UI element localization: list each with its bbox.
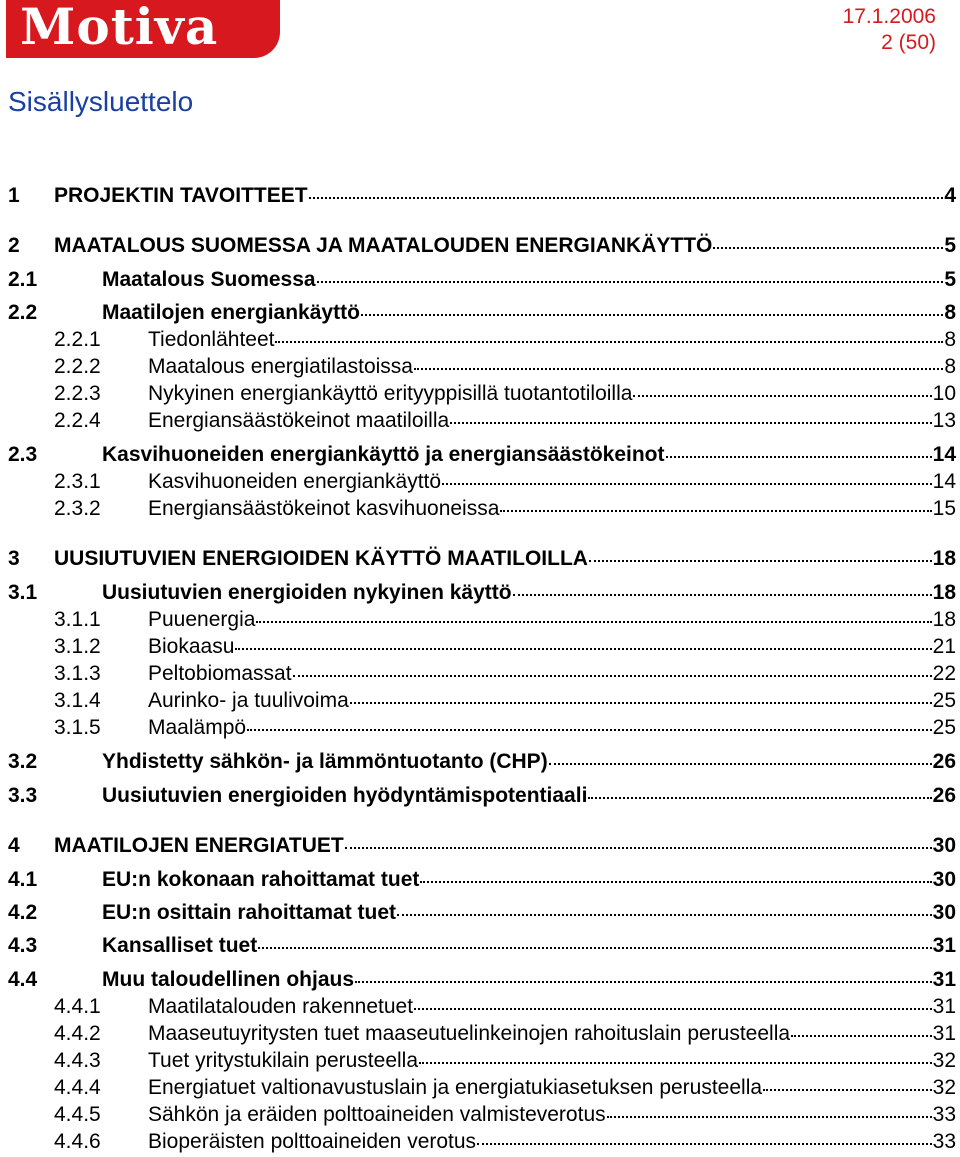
toc-dot-leader [397,899,932,919]
toc-dot-leader [713,232,943,252]
toc-entry[interactable] [8,326,956,353]
toc-entry-label: Kasvihuoneiden energiankäyttö [148,470,442,493]
toc-dot-leader [589,545,932,565]
toc-entry-page: 31 [932,995,956,1018]
toc-dot-leader [414,993,932,1013]
toc-entry-page: 31 [932,1022,956,1045]
toc-entry[interactable] [8,899,956,926]
toc-entry-number: 2.1 [8,268,38,291]
toc-entry[interactable] [8,660,956,687]
toc-entry[interactable] [8,1020,956,1047]
toc-entry-label: Energiatuet valtionavustuslain ja energiatukiasetuksen perusteella [148,1076,763,1099]
toc-dot-leader [350,687,932,707]
toc-dot-leader [414,353,943,373]
toc-entry-label: Maatalous energiatilastoissa [148,355,413,378]
toc-entry-label: Aurinko- ja tuulivoima [148,689,349,712]
toc-entry-page: 26 [932,750,956,773]
toc-dot-leader [317,266,944,286]
toc-entry-label: Kasvihuoneiden energiankäyttö ja energiansäästökeinot [102,443,665,466]
toc-entry-number: 2 [8,234,20,257]
toc-entry-label: Yhdistetty sähkön- ja lämmöntuotanto (CHP) [102,750,548,773]
toc-entry-label: EU:n kokonaan rahoittamat tuet [102,868,420,891]
toc-entry[interactable] [8,232,956,259]
toc-dot-leader [247,714,932,734]
toc-entry[interactable] [8,866,956,893]
toc-entry-label: UUSIUTUVIEN ENERGIOIDEN KÄYTTÖ MAATILOILLA [54,547,588,570]
toc-entry-label: Energiansäästökeinot kasvihuoneissa [148,497,500,520]
toc-entry-label: Bioperäisten polttoaineiden verotus [148,1130,477,1153]
toc-entry[interactable] [8,714,956,741]
toc-entry-page: 4 [944,184,956,207]
toc-entry-page: 14 [932,443,956,466]
toc-dot-leader [607,1101,932,1121]
toc-entry[interactable] [8,407,956,434]
toc-dot-leader [513,579,932,599]
toc-entry[interactable] [8,993,956,1020]
toc-entry-page: 14 [932,470,956,493]
toc-dot-leader [258,932,931,952]
toc-entry-page: 5 [944,268,956,291]
toc-dot-leader [588,782,931,802]
toc-entry-number: 4.2 [8,901,38,924]
toc-entry-number: 4.1 [8,868,38,891]
toc-entry[interactable] [8,182,956,209]
toc-entry-page: 18 [932,547,956,570]
toc-entry[interactable] [8,545,956,572]
toc-entry-label: MAATILOJEN ENERGIATUET [54,834,344,857]
toc-entry-page: 33 [932,1130,956,1153]
toc-entry[interactable] [8,1047,956,1074]
toc-entry-label: Maatalous Suomessa [102,268,316,291]
toc-entry-number: 3.2 [8,750,38,773]
toc-entry-page: 30 [932,901,956,924]
toc-entry[interactable] [8,441,956,468]
toc-entry-number: 3 [8,547,20,570]
toc-dot-leader [275,326,943,346]
toc-entry[interactable] [8,1074,956,1101]
toc-dot-leader [256,606,931,626]
toc-entry-number: 3.1.2 [54,635,101,658]
toc-entry-label: MAATALOUS SUOMESSA JA MAATALOUDEN ENERGIANKÄYTTÖ [54,234,713,257]
toc-entry-page: 8 [944,301,956,324]
toc-entry-number: 2.3 [8,443,38,466]
toc-entry[interactable] [8,1101,956,1128]
toc-entry-page: 31 [932,968,956,991]
toc-dot-leader [549,748,932,768]
toc-entry-label: EU:n osittain rahoittamat tuet [102,901,397,924]
page-counter: 2 (50) [881,31,936,54]
toc-entry-page: 8 [944,328,956,351]
toc-entry-number: 3.1.1 [54,608,101,631]
toc-entry-label: Maatilatalouden rakennetuet [148,995,414,1018]
toc-entry-number: 2.2.4 [54,409,101,432]
toc-dot-leader [293,660,932,680]
toc-entry-number: 4 [8,834,20,857]
toc-entry-label: Muu taloudellinen ohjaus [102,968,354,991]
toc-dot-leader [442,468,932,488]
page-header [0,0,960,70]
toc-entry-label: Uusiutuvien energioiden hyödyntämispotentiaali [102,784,588,807]
toc-entry[interactable] [8,687,956,714]
toc-entry-number: 2.2.3 [54,382,101,405]
toc-entry[interactable] [8,966,956,993]
toc-dot-leader [345,832,932,852]
toc-dot-leader [791,1020,932,1040]
toc-entry-label: Maatilojen energiankäyttö [102,301,360,324]
page-title: Sisällysluettelo [8,86,194,117]
toc-dot-leader [355,966,932,986]
motiva-logo [6,0,280,58]
toc-entry-label: Kansalliset tuet [102,934,258,957]
toc-entry-label: Energiansäästökeinot maatiloilla [148,409,450,432]
toc-dot-leader [633,380,931,400]
toc-entry-number: 2.3.2 [54,497,101,520]
toc-entry-number: 4.4.1 [54,995,101,1018]
toc-entry-page: 30 [932,868,956,891]
toc-dot-leader [500,495,931,515]
toc-entry-page: 15 [932,497,956,520]
toc-entry-page: 26 [932,784,956,807]
toc-entry-number: 3.1.3 [54,662,101,685]
toc-entry[interactable] [8,606,956,633]
toc-entry[interactable] [8,579,956,606]
toc-entry[interactable] [8,748,956,775]
toc-dot-leader [450,407,931,427]
toc-entry-number: 2.2.1 [54,328,101,351]
toc-entry-page: 25 [932,689,956,712]
toc-entry-number: 1 [8,184,20,207]
document-date: 17.1.2006 [842,5,936,28]
toc-entry-page: 21 [932,635,956,658]
toc-entry-number: 4.4.5 [54,1103,101,1126]
logo-text: Motiva [20,0,219,56]
toc-entry-number: 4.4 [8,968,38,991]
toc-entry-page: 8 [944,355,956,378]
toc-entry[interactable] [8,932,956,959]
toc-entry-number: 2.3.1 [54,470,101,493]
toc-entry[interactable] [8,782,956,809]
toc-dot-leader [420,866,931,886]
toc-dot-leader [309,182,944,202]
toc-dot-leader [763,1074,932,1094]
toc-entry[interactable] [8,299,956,326]
toc-entry-label: Maaseutuyritysten tuet maaseutuelinkeinojen rahoituslain perusteella [148,1022,791,1045]
toc-entry[interactable] [8,832,956,859]
toc-dot-leader [419,1047,932,1067]
toc-entry-page: 18 [932,608,956,631]
toc-entry-page: 10 [932,382,956,405]
toc-entry-number: 4.4.2 [54,1022,101,1045]
toc-entry-number: 4.4.3 [54,1049,101,1072]
toc-entry-page: 5 [944,234,956,257]
toc-entry-page: 18 [932,581,956,604]
toc-entry-page: 32 [932,1049,956,1072]
toc-dot-leader [477,1128,932,1148]
toc-entry[interactable] [8,633,956,660]
toc-entry-label: Sähkön ja eräiden polttoaineiden valmisteverotus [148,1103,606,1126]
toc-entry[interactable] [8,353,956,380]
toc-entry-number: 4.3 [8,934,38,957]
toc-entry-number: 2.2.2 [54,355,101,378]
toc-entry-number: 3.3 [8,784,38,807]
toc-dot-leader [666,441,932,461]
toc-entry-page: 30 [932,834,956,857]
toc-entry[interactable] [8,266,956,293]
toc-entry-number: 2.2 [8,301,38,324]
toc-entry-label: Uusiutuvien energioiden nykyinen käyttö [102,581,512,604]
toc-entry-label: Nykyinen energiankäyttö erityyppisillä tuotantotiloilla [148,382,633,405]
toc-entry-number: 3.1.5 [54,716,101,739]
toc-entry-number: 3.1.4 [54,689,101,712]
toc-entry-page: 22 [932,662,956,685]
toc-entry-page: 13 [932,409,956,432]
toc-entry-label: PROJEKTIN TAVOITTEET [54,184,308,207]
toc-entry-page: 33 [932,1103,956,1126]
header-meta [843,4,936,56]
toc-dot-leader [361,299,943,319]
toc-entry[interactable] [8,468,956,495]
toc-entry-page: 32 [932,1076,956,1099]
toc-entry[interactable] [8,495,956,522]
toc-entry-label: Puuenergia [148,608,256,631]
toc-entry-label: Peltobiomassat [148,662,292,685]
toc-entry-label: Maalämpö [148,716,247,739]
toc-entry[interactable] [8,1128,956,1155]
toc-entry-label: Tiedonlähteet [148,328,275,351]
toc-entry-label: Tuet yritystukilain perusteella [148,1049,419,1072]
toc-entry-number: 4.4.4 [54,1076,101,1099]
toc-entry-page: 25 [932,716,956,739]
toc-entry-page: 31 [932,934,956,957]
toc-entry-label: Biokaasu [148,635,235,658]
toc-dot-leader [235,633,931,653]
toc-entry-number: 3.1 [8,581,38,604]
toc-entry[interactable] [8,380,956,407]
toc-entry-number: 4.4.6 [54,1130,101,1153]
